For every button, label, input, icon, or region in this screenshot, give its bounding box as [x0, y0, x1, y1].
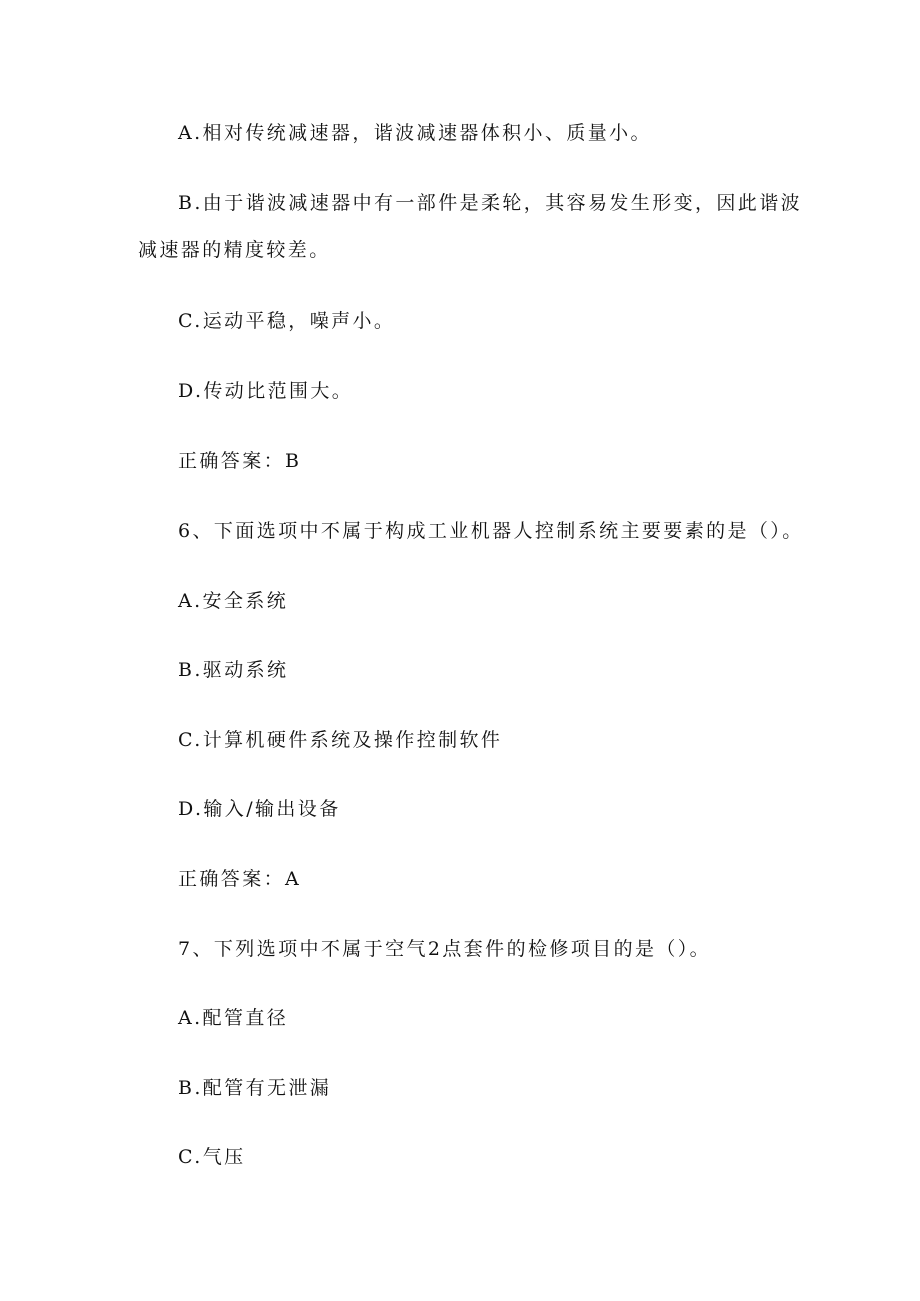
q7-option-a: A.配管直径: [178, 1007, 289, 1029]
q5-option-b-line2: 减速器的精度较差。: [138, 239, 331, 261]
q5-option-c: C.运动平稳，噪声小。: [178, 310, 396, 332]
q7-option-c: C.气压: [178, 1146, 246, 1168]
q5-option-a: A.相对传统减速器，谐波减速器体积小、质量小。: [178, 122, 652, 144]
q6-question: 6、下面选项中不属于构成工业机器人控制系统主要要素的是（）。: [178, 520, 804, 542]
q6-answer: 正确答案：A: [178, 868, 302, 890]
q6-option-b: B.驱动系统: [178, 659, 289, 681]
q5-option-b-line1: B.由于谐波减速器中有一部件是柔轮，其容易发生形变，因此谐波: [178, 192, 803, 214]
q7-option-b: B.配管有无泄漏: [178, 1077, 332, 1099]
q5-answer: 正确答案：B: [178, 450, 302, 472]
q6-option-c: C.计算机硬件系统及操作控制软件: [178, 729, 503, 751]
q6-option-d: D.输入/输出设备: [178, 798, 341, 820]
q7-question: 7、下列选项中不属于空气2点套件的检修项目的是（）。: [178, 938, 712, 960]
q6-option-a: A.安全系统: [178, 590, 289, 612]
q5-option-d: D.传动比范围大。: [178, 380, 354, 402]
